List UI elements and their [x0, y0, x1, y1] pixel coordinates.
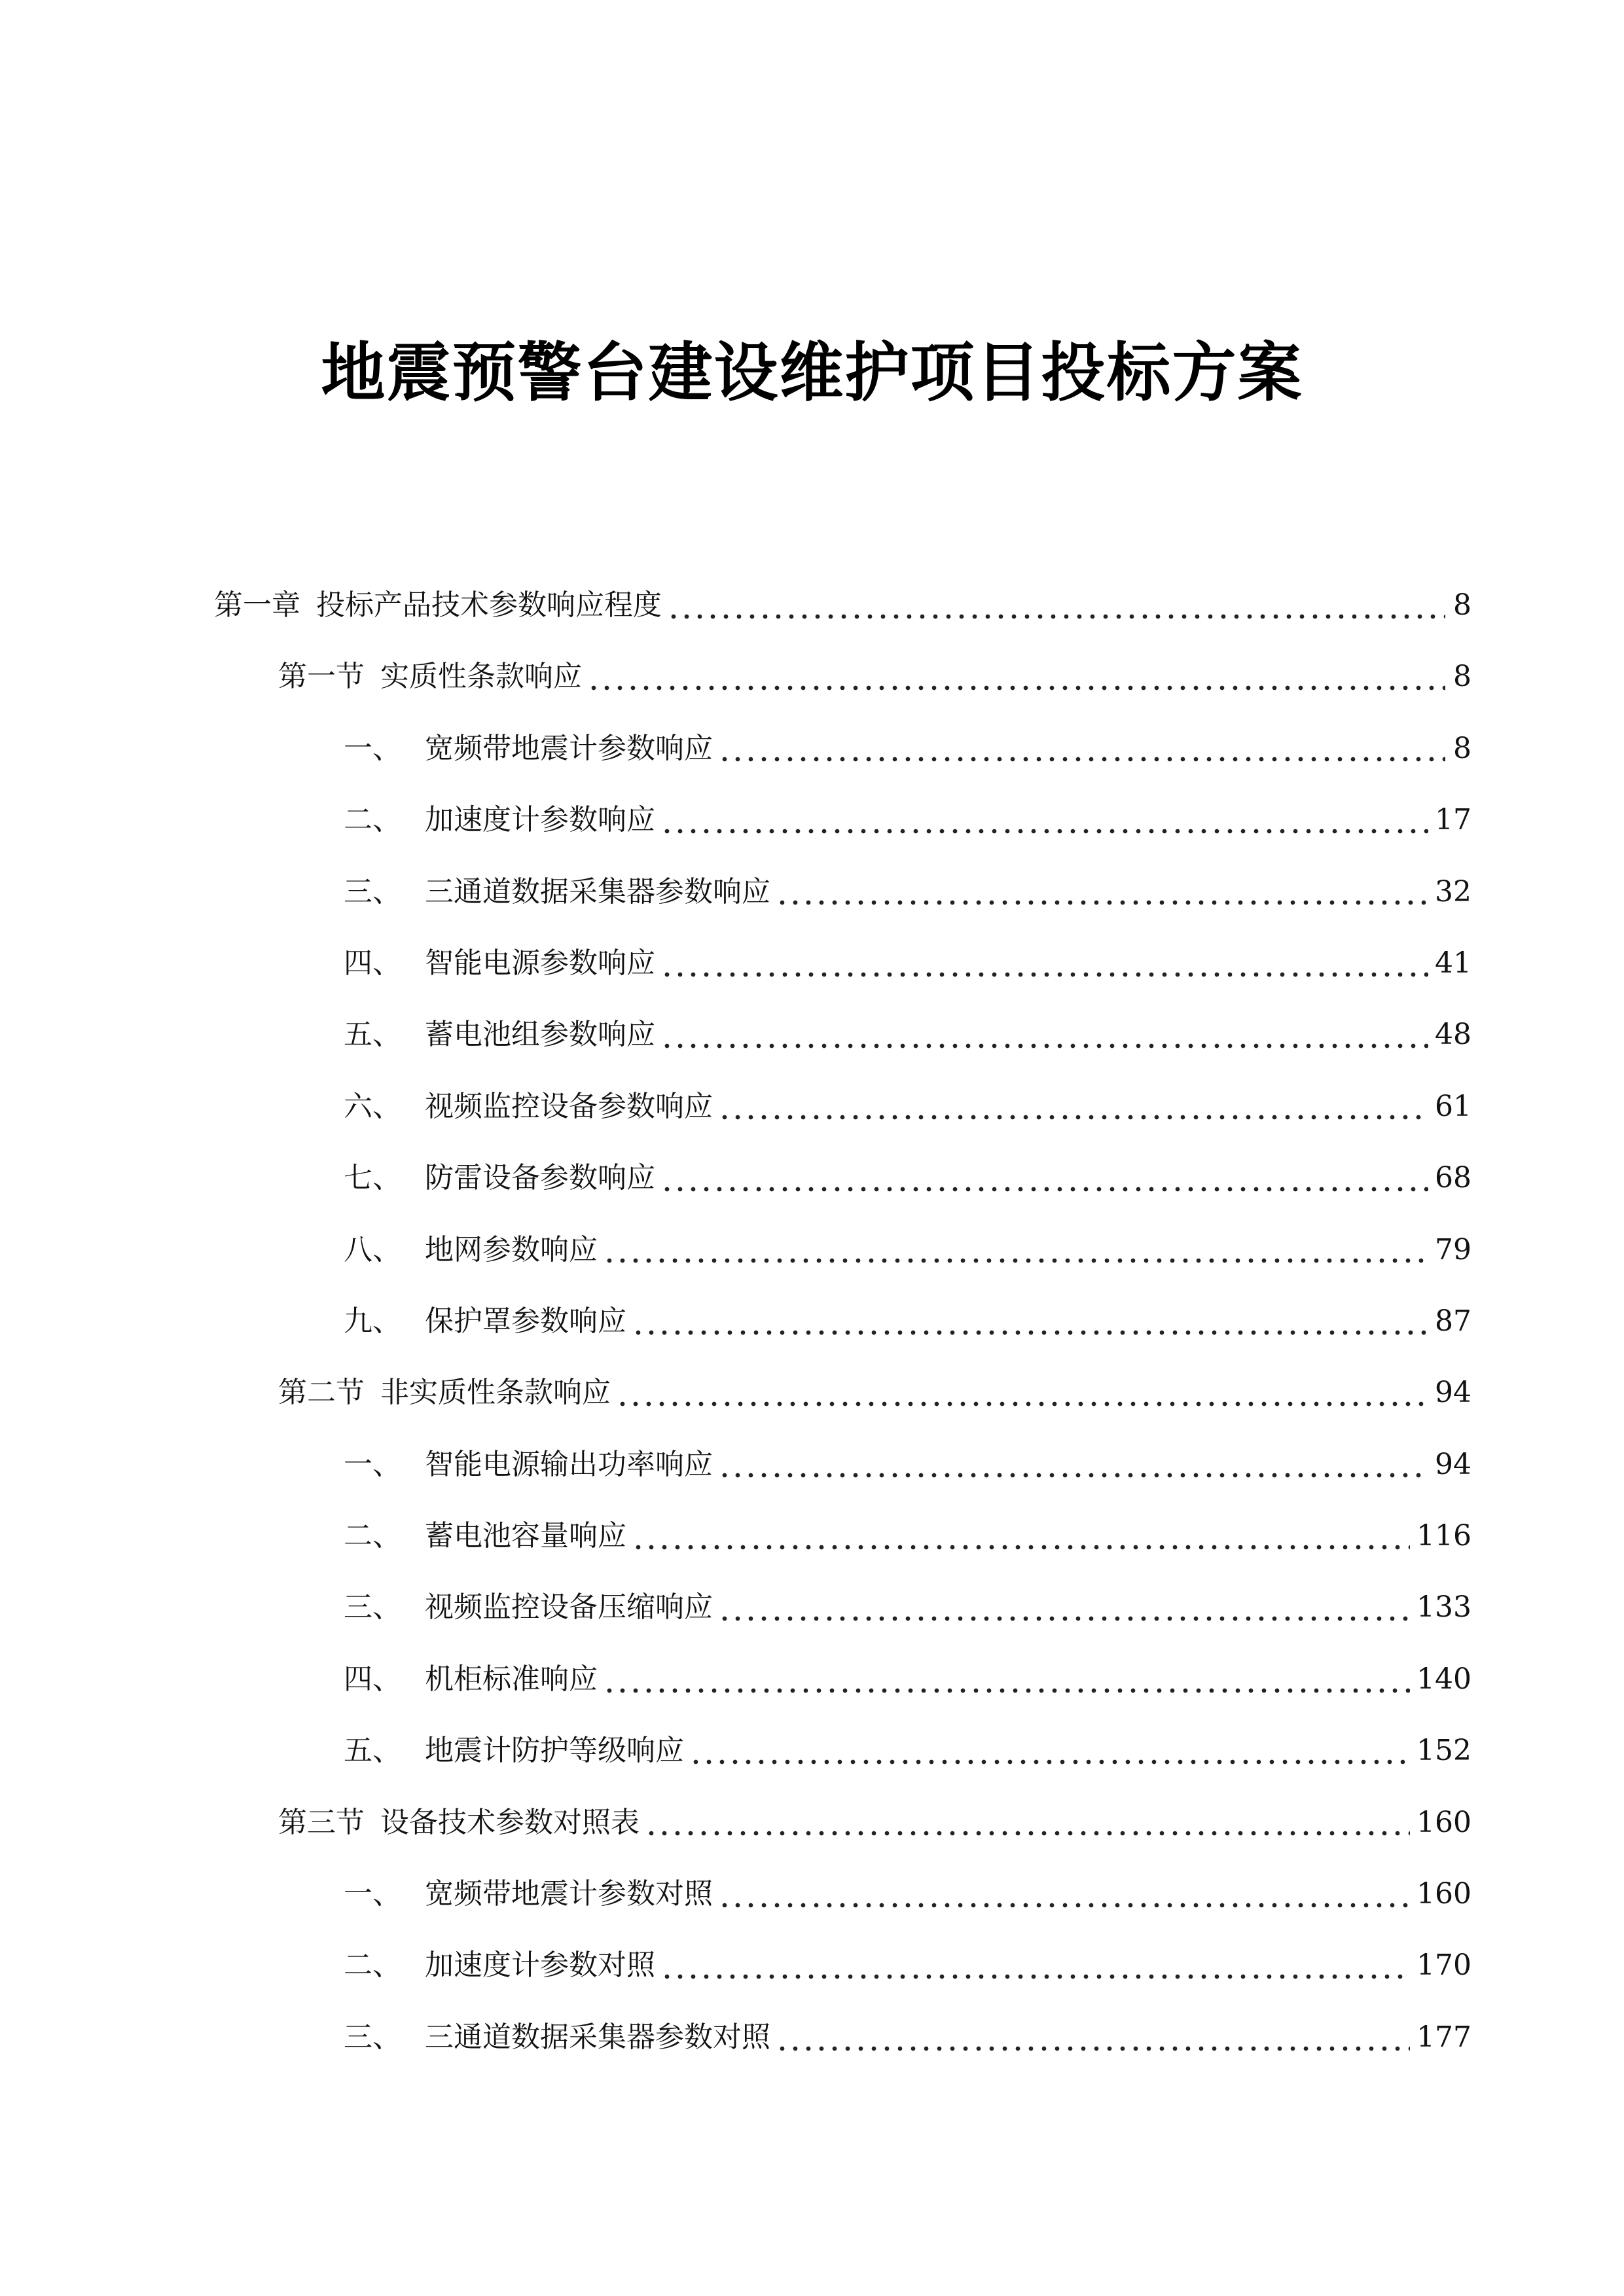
toc-entry[interactable] [214, 2001, 1471, 2073]
toc-page-number: 8 [1453, 660, 1471, 694]
toc-entry[interactable] [214, 1643, 1471, 1715]
toc-entry-number: 七、 [344, 1161, 401, 1195]
toc-dot-leader [718, 1591, 1410, 1624]
toc-entry[interactable] [214, 784, 1471, 855]
toc-entry-title: 地网参数响应 [425, 1232, 598, 1266]
toc-entry-number: 二、 [344, 1519, 401, 1553]
toc-entry-title: 加速度计参数响应 [425, 803, 655, 837]
toc-entry[interactable] [214, 569, 1471, 641]
toc-entry[interactable] [214, 1500, 1471, 1571]
toc-page-number: 48 [1435, 1018, 1471, 1052]
toc-entry[interactable] [214, 1787, 1471, 1858]
toc-dot-leader [660, 947, 1428, 980]
toc-entry-title: 智能电源输出功率响应 [425, 1447, 713, 1481]
toc-page-number: 170 [1416, 1948, 1471, 1982]
toc-dot-leader [660, 1162, 1428, 1194]
toc-entry-number: 九、 [344, 1304, 401, 1338]
toc-entry[interactable] [214, 1214, 1471, 1285]
toc-entry-title: 蓄电池组参数响应 [425, 1018, 655, 1052]
toc-dot-leader [603, 1233, 1428, 1266]
toc-dot-leader [616, 1376, 1428, 1409]
document-title: 地震预警台建设维护项目投标方案 [321, 336, 1303, 410]
toc-entry-title: 防雷设备参数响应 [425, 1161, 655, 1195]
toc-entry-number: 第一章 [214, 588, 300, 622]
toc-entry-number: 四、 [344, 1662, 401, 1696]
toc-entry-number: 第二节 [278, 1376, 365, 1410]
toc-entry[interactable] [214, 1571, 1471, 1643]
toc-entry-number: 三、 [344, 2020, 401, 2054]
toc-entry[interactable] [214, 1357, 1471, 1428]
toc-dot-leader [776, 2021, 1410, 2054]
toc-entry-number: 三、 [344, 874, 401, 908]
toc-entry-number: 一、 [344, 731, 401, 765]
toc-page-number: 79 [1435, 1232, 1471, 1266]
toc-entry-number: 一、 [344, 1447, 401, 1481]
toc-dot-leader [603, 1663, 1410, 1696]
toc-entry-number: 五、 [344, 1018, 401, 1052]
toc-page-number: 17 [1435, 803, 1471, 837]
toc-entry-title: 宽频带地震计参数对照 [425, 1877, 713, 1911]
toc-entry-number: 五、 [344, 1734, 401, 1768]
toc-entry-number: 二、 [344, 803, 401, 837]
toc-entry-number: 第一节 [278, 660, 365, 694]
toc-entry[interactable] [214, 856, 1471, 927]
toc-entry[interactable] [214, 1071, 1471, 1142]
toc-entry[interactable] [214, 1142, 1471, 1213]
toc-entry[interactable] [214, 927, 1471, 999]
toc-entry[interactable] [214, 999, 1471, 1070]
toc-entry[interactable] [214, 641, 1471, 712]
table-of-contents [214, 569, 1471, 2073]
toc-page-number: 160 [1416, 1877, 1471, 1911]
toc-page-number: 32 [1435, 874, 1471, 908]
toc-page-number: 94 [1435, 1447, 1471, 1481]
toc-dot-leader [660, 1949, 1410, 1982]
toc-entry-title: 机柜标准响应 [425, 1662, 598, 1696]
toc-page-number: 94 [1435, 1376, 1471, 1410]
toc-dot-leader [660, 804, 1428, 836]
toc-page-number: 177 [1416, 2020, 1471, 2054]
toc-dot-leader [718, 732, 1445, 764]
toc-dot-leader [776, 875, 1428, 908]
toc-dot-leader [632, 1520, 1410, 1552]
toc-entry[interactable] [214, 1858, 1471, 1929]
toc-page-number: 61 [1435, 1089, 1471, 1123]
toc-entry[interactable] [214, 1929, 1471, 2001]
toc-page-number: 116 [1416, 1519, 1471, 1553]
toc-page-number: 133 [1416, 1590, 1471, 1624]
toc-page-number: 152 [1416, 1734, 1471, 1768]
toc-page-number: 8 [1453, 588, 1471, 622]
toc-entry-number: 三、 [344, 1590, 401, 1624]
toc-entry[interactable] [214, 1715, 1471, 1786]
toc-page-number: 160 [1416, 1805, 1471, 1839]
toc-dot-leader [667, 589, 1445, 622]
toc-entry-title: 保护罩参数响应 [425, 1304, 626, 1338]
toc-page-number: 41 [1435, 946, 1471, 980]
toc-dot-leader [718, 1090, 1428, 1122]
toc-page-number: 140 [1416, 1662, 1471, 1696]
toc-entry-title: 设备技术参数对照表 [380, 1805, 640, 1839]
toc-entry-number: 第三节 [278, 1805, 365, 1839]
toc-dot-leader [689, 1734, 1410, 1767]
toc-entry-number: 二、 [344, 1948, 401, 1982]
toc-entry-title: 蓄电池容量响应 [425, 1519, 626, 1553]
toc-page-number: 8 [1453, 731, 1471, 765]
toc-entry-title: 非实质性条款响应 [380, 1376, 611, 1410]
toc-entry-title: 实质性条款响应 [380, 660, 582, 694]
toc-entry[interactable] [214, 713, 1471, 784]
toc-dot-leader [632, 1305, 1428, 1338]
toc-dot-leader [718, 1878, 1410, 1910]
toc-entry-title: 加速度计参数对照 [425, 1948, 655, 1982]
toc-entry-number: 六、 [344, 1089, 401, 1123]
toc-dot-leader [587, 660, 1445, 693]
toc-dot-leader [645, 1806, 1410, 1839]
toc-entry-title: 视频监控设备压缩响应 [425, 1590, 713, 1624]
toc-entry[interactable] [214, 1285, 1471, 1357]
toc-entry[interactable] [214, 1429, 1471, 1500]
toc-dot-leader [718, 1448, 1428, 1480]
toc-entry-title: 三通道数据采集器参数响应 [425, 874, 770, 908]
toc-entry-number: 一、 [344, 1877, 401, 1911]
toc-entry-title: 智能电源参数响应 [425, 946, 655, 980]
toc-page-number: 87 [1435, 1304, 1471, 1338]
toc-entry-title: 宽频带地震计参数响应 [425, 731, 713, 765]
toc-entry-title: 投标产品技术参数响应程度 [316, 588, 662, 622]
toc-entry-number: 四、 [344, 946, 401, 980]
toc-entry-title: 三通道数据采集器参数对照 [425, 2020, 770, 2054]
toc-entry-title: 视频监控设备参数响应 [425, 1089, 713, 1123]
toc-dot-leader [660, 1018, 1428, 1051]
toc-entry-title: 地震计防护等级响应 [425, 1734, 684, 1768]
toc-page-number: 68 [1435, 1161, 1471, 1195]
toc-entry-number: 八、 [344, 1232, 401, 1266]
